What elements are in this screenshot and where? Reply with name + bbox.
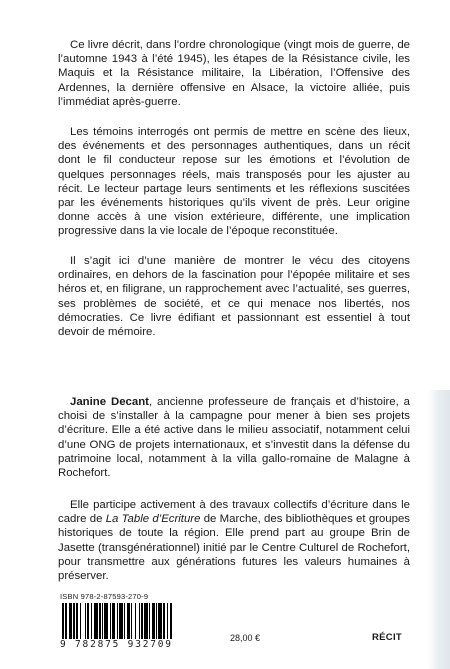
barcode-digits: 9 782875 932709 [60,639,173,650]
bio-text-part-a: Elle participe activement à des travaux collectifs d’écriture dans le cadre de [58,499,410,526]
author-bio-paragraph-1 [58,395,410,480]
synopsis-paragraph-3 [58,254,410,339]
price-label: 28,00 € [230,633,261,643]
synopsis-paragraph-2 [58,125,410,239]
barcode-bar [172,603,173,639]
synopsis-paragraph-1 [58,38,410,109]
bio-text-part-b: de Marche, des bibliothèques et groupes historiques de toute la région. Elle prend part au groupe Brin de Jasette (transgénérationnel) initié par le Centre Culturel de Rochefort, pour transmettre aux générations futures les valeurs humaines à préserver. [58,513,410,583]
cover-edge-shadow [428,390,450,669]
paragraph-text: Il s’agit ici d’une manière de montrer le vécu des citoyens ordinaires, en dehors de la fascination pour l’épopée militaire et ses héros et, en filigrane, un rapprochement avec l’actualité, ses guerres, ses problèmes de société, et ce qui menace nos libertés, nos démocraties. Ce livre édifiant et passionnant est essentiel à tout devoir de mémoire. [58,255,410,339]
isbn-barcode-block [60,592,220,652]
author-bio-paragraph-2 [58,498,410,583]
isbn-label: ISBN 978-2-87593-270-9 [60,592,149,601]
author-bio-text [58,395,410,480]
paragraph-text: Ce livre décrit, dans l’ordre chronologique (vingt mois de guerre, de l’automne 1943 à l’été 1945), les étapes de la Résistance civile, les Maquis et la Résistance militaire, la Libération, l’Offensive des Ardennes, la dernière offensive en Alsace, la victoire alliée, puis l’immédiat après-guerre. [58,39,410,108]
barcode-image [62,603,212,639]
author-name: Janine Decant [70,396,149,408]
author-bio-text-2 [58,498,410,583]
genre-label: RÉCIT [372,632,402,643]
workshop-title: La Table d’Ecriture [105,513,201,526]
author-bio-rest: , ancienne professeure de français et d’histoire, a choisi de s’installer à la campagne pour mener à bien ses projets d’écriture. Elle a été active dans le milieu associatif, notamment celui d’une ONG de projets internationaux, et s’investit dans la défense du patrimoine local, notamment à la villa gallo-romaine de Malagne à Rochefort. [58,396,411,480]
paragraph-text: Les témoins interrogés ont permis de mettre en scène des lieux, des événements et des personnages authentiques, dans un récit dont le fil conducteur repose sur les émotions et l’évolution de quelques personnages réels, mais transposés pour les ajuster au récit. Le lecteur partage leurs sentiments et les réflexions suscitées par les événements historiques qu’ils vivent de près. Leur origine donne accès à une vision extérieure, différente, une implication progressive dans la vie locale de l’époque reconstituée. [58,126,410,238]
